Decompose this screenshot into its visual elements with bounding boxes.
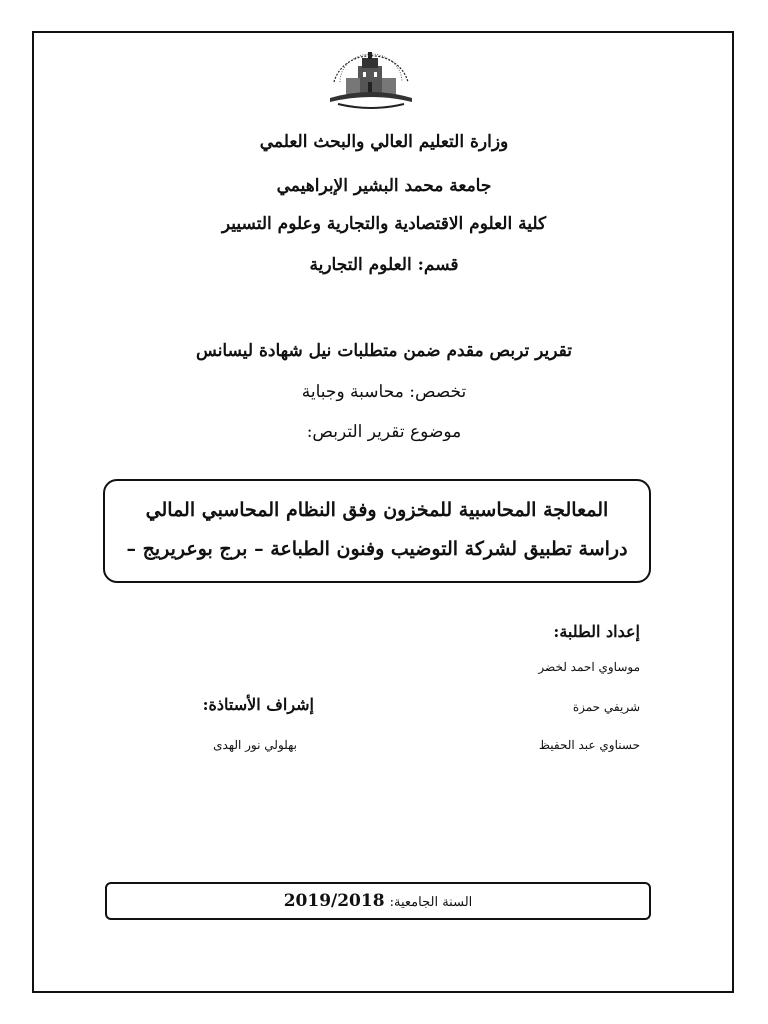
academic-year-label: السنة الجامعية: — [389, 895, 473, 910]
faculty-name: كلية العلوم الاقتصادية والتجارية وعلوم التسيير — [221, 214, 547, 234]
title-line-1: المعالجة المحاسبية للمخزون وفق النظام المحاسبي المالي — [145, 499, 609, 521]
department-name: قسم: العلوم التجارية — [309, 255, 459, 275]
ministry-name: وزارة التعليم العالي والبحث العلمي — [259, 132, 509, 152]
report-specialty: تخصص: محاسبة وجباية — [301, 382, 467, 402]
title-line-2: دراسة تطبيق لشركة التوضيب وفنون الطباعة – برج بوعريريج – — [126, 538, 628, 560]
report-purpose: تقرير تربص مقدم ضمن متطلبات نيل شهادة ليسانس — [196, 341, 572, 361]
academic-year-value: 2019/2018 — [283, 891, 385, 911]
supervisor-label: إشراف الأستاذة: — [202, 695, 314, 714]
supervisor-name: بهلولي نور الهدى — [213, 738, 297, 752]
student-name-2: شريفي حمزة — [572, 700, 640, 714]
student-name-1: موساوي احمد لخضر — [538, 660, 640, 674]
students-label: إعداد الطلبة: — [553, 622, 640, 641]
university-name: جامعة محمد البشير الإبراهيمي — [276, 176, 492, 196]
student-name-3: حسناوي عبد الحفيظ — [538, 738, 640, 752]
academic-year-box — [105, 882, 651, 920]
university-logo — [324, 42, 418, 114]
report-subject-label: موضوع تقرير التربص: — [306, 422, 462, 442]
title-box — [103, 479, 651, 583]
